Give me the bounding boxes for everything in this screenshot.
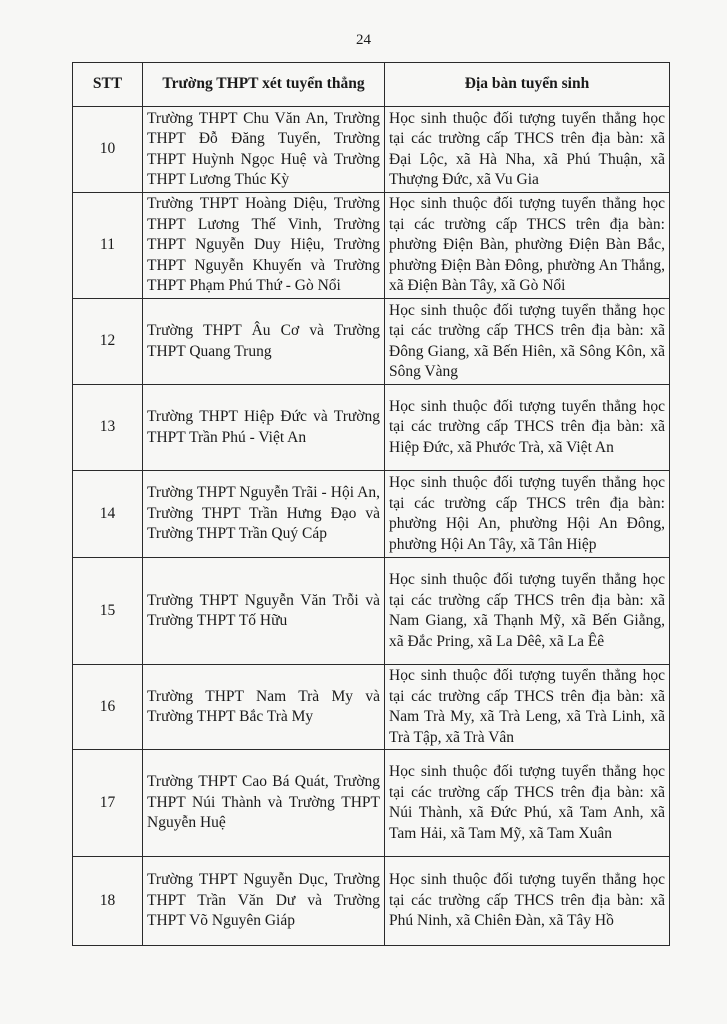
- row-school: Trường THPT Nam Trà My và Trường THPT Bắc Trà My: [143, 665, 385, 750]
- row-area: Học sinh thuộc đối tượng tuyển thẳng học tại các trường cấp THCS trên địa bàn: xã Đại Lộc, xã Hà Nha, xã Phú Thuận, xã Thượng Đức, xã Vu Gia: [385, 107, 670, 193]
- row-school: Trường THPT Hiệp Đức và Trường THPT Trần Phú - Việt An: [143, 385, 385, 471]
- row-stt: 17: [73, 750, 143, 857]
- table-row: [73, 471, 670, 558]
- row-stt: 11: [73, 193, 143, 299]
- row-area: Học sinh thuộc đối tượng tuyển thẳng học tại các trường cấp THCS trên địa bàn: xã Phú Ninh, xã Chiên Đàn, xã Tây Hồ: [385, 857, 670, 946]
- table-row: [73, 665, 670, 750]
- row-area: Học sinh thuộc đối tượng tuyển thẳng học tại các trường cấp THCS trên địa bàn: xã Nam Trà My, xã Trà Leng, xã Trà Linh, xã Trà Tập, xã Trà Vân: [385, 665, 670, 750]
- table-row: [73, 193, 670, 299]
- row-school: Trường THPT Cao Bá Quát, Trường THPT Núi Thành và Trường THPT Nguyễn Huệ: [143, 750, 385, 857]
- row-school: Trường THPT Nguyễn Dục, Trường THPT Trần Văn Dư và Trường THPT Võ Nguyên Giáp: [143, 857, 385, 946]
- row-area: Học sinh thuộc đối tượng tuyển thẳng học tại các trường cấp THCS trên địa bàn: xã Đông Giang, xã Bến Hiên, xã Sông Kôn, xã Sông Vàng: [385, 299, 670, 385]
- row-stt: 10: [73, 107, 143, 193]
- row-stt: 13: [73, 385, 143, 471]
- row-school: Trường THPT Hoàng Diệu, Trường THPT Lương Thế Vinh, Trường THPT Nguyễn Duy Hiệu, Trường THPT Nguyễn Khuyến và Trường THPT Phạm Phú Thứ - Gò Nổi: [143, 193, 385, 299]
- row-area: Học sinh thuộc đối tượng tuyển thẳng học tại các trường cấp THCS trên địa bàn: phường Hội An, phường Hội An Đông, phường Hội An Tây, xã Tân Hiệp: [385, 471, 670, 558]
- row-area: Học sinh thuộc đối tượng tuyển thẳng học tại các trường cấp THCS trên địa bàn: xã Hiệp Đức, xã Phước Trà, xã Việt An: [385, 385, 670, 471]
- table-row: [73, 299, 670, 385]
- row-area: Học sinh thuộc đối tượng tuyển thẳng học tại các trường cấp THCS trên địa bàn: phường Điện Bàn, phường Điện Bàn Bắc, phường Điện Bàn Đông, phường An Thắng, xã Điện Bàn Tây, xã Gò Nổi: [385, 193, 670, 299]
- row-school: Trường THPT Nguyễn Trãi - Hội An, Trường THPT Trần Hưng Đạo và Trường THPT Trần Quý Cáp: [143, 471, 385, 558]
- row-school: Trường THPT Nguyễn Văn Trỗi và Trường THPT Tố Hữu: [143, 558, 385, 665]
- table-row: [73, 107, 670, 193]
- row-stt: 12: [73, 299, 143, 385]
- table-row: [73, 750, 670, 857]
- table-row: [73, 558, 670, 665]
- row-stt: 16: [73, 665, 143, 750]
- table-row: [73, 857, 670, 946]
- row-school: Trường THPT Âu Cơ và Trường THPT Quang Trung: [143, 299, 385, 385]
- row-stt: 14: [73, 471, 143, 558]
- header-area: Địa bàn tuyển sinh: [385, 63, 670, 107]
- row-school: Trường THPT Chu Văn An, Trường THPT Đỗ Đăng Tuyển, Trường THPT Huỳnh Ngọc Huệ và Trường THPT Lương Thúc Kỳ: [143, 107, 385, 193]
- header-stt: STT: [73, 63, 143, 107]
- header-school: Trường THPT xét tuyển thẳng: [143, 63, 385, 107]
- admissions-table: [72, 62, 670, 946]
- row-area: Học sinh thuộc đối tượng tuyển thẳng học tại các trường cấp THCS trên địa bàn: xã Nam Giang, xã Thạnh Mỹ, xã Bến Giằng, xã Đắc Pring, xã La Dêê, xã La Êê: [385, 558, 670, 665]
- table-row: [73, 385, 670, 471]
- table-header-row: [73, 63, 670, 107]
- row-stt: 18: [73, 857, 143, 946]
- row-area: Học sinh thuộc đối tượng tuyển thẳng học tại các trường cấp THCS trên địa bàn: xã Núi Thành, xã Đức Phú, xã Tam Anh, xã Tam Hải, xã Tam Mỹ, xã Tam Xuân: [385, 750, 670, 857]
- page-number: 24: [356, 32, 371, 48]
- row-stt: 15: [73, 558, 143, 665]
